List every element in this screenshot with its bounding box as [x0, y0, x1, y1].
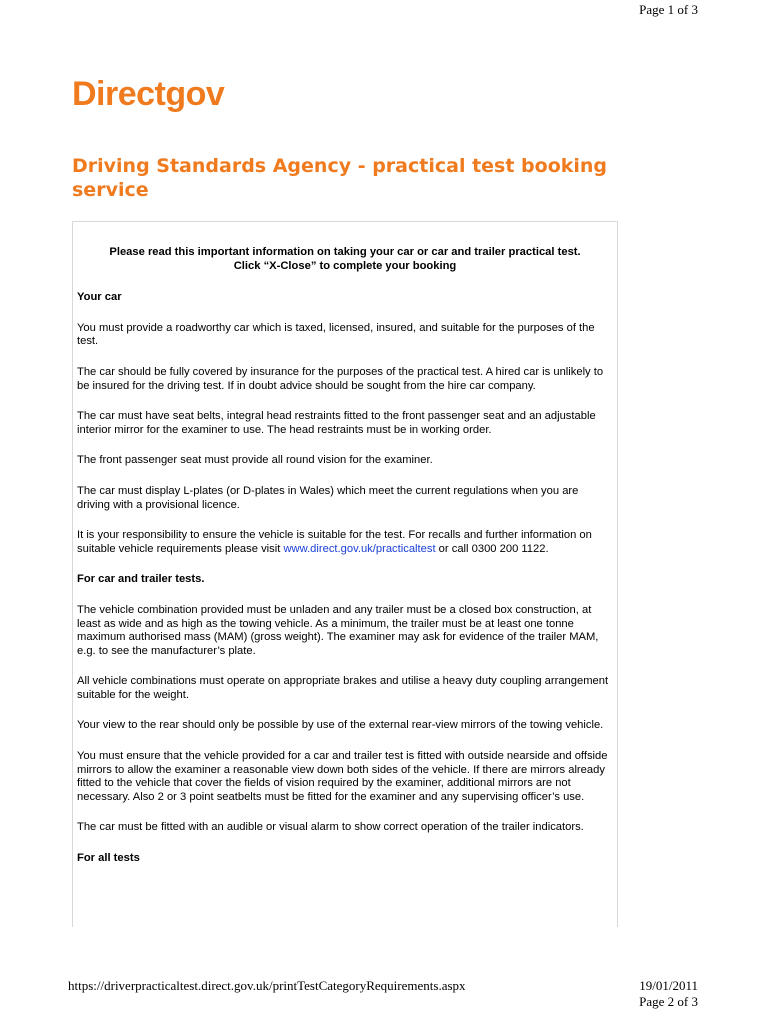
- paragraph: You must ensure that the vehicle provided for a car and trailer test is fitted with outside nearside and offside mirrors to allow the examiner a reasonable view down both sides of the vehicle. If there are mirrors already fitted to the vehicle that cover the fields of vision required by the examiner, additional mirrors are not necessary. Also 2 or 3 point seatbelts must be fitted for the examiner and any supervising officer’s use.: [77, 750, 608, 803]
- page-indicator-bottom: Page 2 of 3: [639, 994, 698, 1009]
- paragraph-text: It is your responsibility to ensure the vehicle is suitable for the test. For recalls and further information on suitable vehicle requirements please visit: [77, 529, 592, 555]
- intro-line-1: Please read this important information on taking your car or car and trailer practical test.: [109, 246, 581, 258]
- paragraph: The car must be fitted with an audible or visual alarm to show correct operation of the trailer indicators.: [77, 821, 584, 834]
- information-panel: [72, 221, 618, 927]
- paragraph: The car should be fully covered by insurance for the purposes of the practical test. A hired car is unlikely to be insured for the driving test. If in doubt advice should be sought from the hire car company.: [77, 365, 604, 392]
- footer-url: https://driverpracticaltest.direct.gov.uk/printTestCategoryRequirements.aspx: [68, 978, 466, 993]
- footer-date: 19/01/2011: [639, 978, 698, 993]
- paragraph-with-link: [77, 529, 613, 556]
- intro-line-2: Click “X-Close” to complete your booking: [233, 259, 457, 272]
- practical-test-link[interactable]: www.direct.gov.uk/practicaltest: [283, 542, 436, 555]
- heading-all-tests: For all tests: [77, 852, 140, 865]
- paragraph: The car must display L-plates (or D-plates in Wales) which meet the current regulations when you are driving with a provisional licence.: [77, 484, 579, 511]
- paragraph: You must provide a roadworthy car which is taxed, licensed, insured, and suitable for the purposes of the test.: [77, 321, 595, 348]
- paragraph-text: or call 0300 200 1122.: [435, 542, 549, 555]
- footer-meta: [639, 978, 698, 1010]
- page-indicator-top: Page 1 of 3: [639, 2, 698, 17]
- directgov-logo: Directgov: [72, 75, 225, 113]
- page-title: Driving Standards Agency - practical test booking service: [72, 155, 608, 201]
- paragraph: The front passenger seat must provide all round vision for the examiner.: [77, 454, 433, 467]
- intro-notice: [77, 246, 613, 273]
- heading-car-and-trailer: For car and trailer tests.: [77, 573, 205, 586]
- paragraph: The vehicle combination provided must be unladen and any trailer must be a closed box construction, at least as wide and as high as the towing vehicle. As a minimum, the trailer must be at least one tonne maximum authorised mass (MAM) (gross weight). The examiner may ask for evidence of the trailer MAM, e.g. to see the manufacturer’s plate.: [77, 603, 599, 657]
- paragraph: The car must have seat belts, integral head restraints fitted to the front passenger seat and an adjustable interior mirror for the examiner to use. The head restraints must be in working order.: [77, 410, 596, 436]
- paragraph: All vehicle combinations must operate on appropriate brakes and utilise a heavy duty coupling arrangement suitable for the weight.: [77, 675, 609, 701]
- heading-your-car: Your car: [77, 291, 122, 304]
- paragraph: Your view to the rear should only be possible by use of the external rear-view mirrors of the towing vehicle.: [77, 719, 604, 732]
